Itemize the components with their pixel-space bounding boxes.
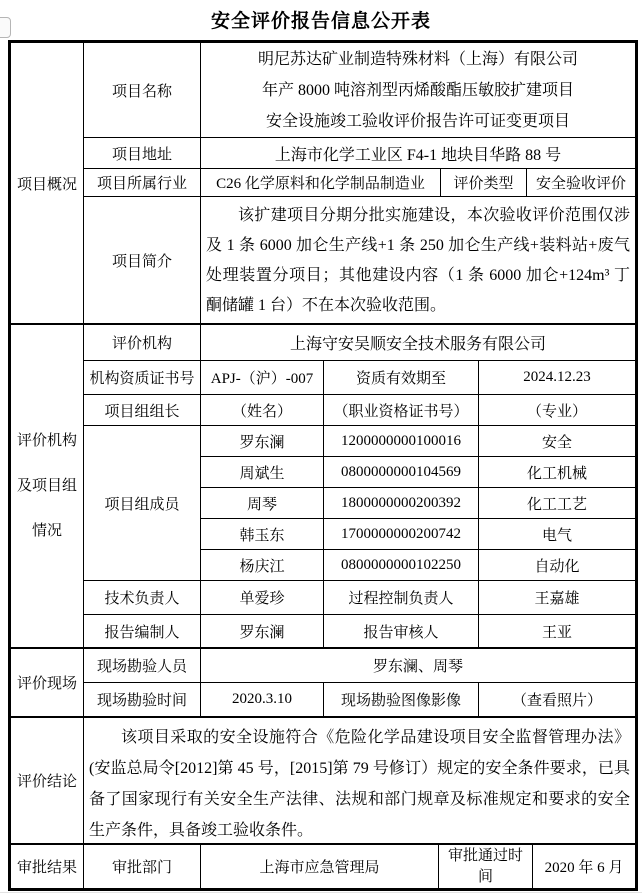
team-leader-cert: （职业资格证书号） (323, 395, 478, 425)
disclosure-table (8, 40, 638, 891)
team-leader-label: 项目组组长 (104, 403, 180, 420)
team-members-label: 项目组成员 (104, 496, 180, 513)
member-name: 周斌生 (239, 465, 285, 482)
approval-dept-label: 审批部门 (111, 860, 172, 876)
member-major: 安全 (478, 426, 635, 456)
process-lead-name: 王嘉雄 (478, 581, 635, 614)
row-team-leader (84, 394, 635, 425)
member-cert: 1200000000100016 (323, 426, 478, 456)
view-photos-link[interactable]: （查看照片） (478, 683, 635, 716)
row-conclusion (84, 718, 635, 843)
team-leader-name: （姓名） (200, 395, 323, 425)
project-brief-label: 项目简介 (111, 253, 172, 270)
survey-media-label: 现场勘验图像影像 (323, 683, 478, 716)
project-brief-text: 该扩建项目分期分批实施建设，本次验收评价范围仅涉及 1 条 6000 加仑生产线+1 条 250 加仑生产线+装料站+废气处理装置分项目；其他建设内容（1 条 6000 加仑+124m³ 丁酮储罐 1 台）不在本次验收范围。 (206, 207, 630, 314)
section-agency-team (11, 323, 635, 647)
member-major: 自动化 (478, 550, 635, 580)
survey-time-label: 现场勘验时间 (96, 693, 187, 709)
tech-lead-label: 技术负责人 (104, 591, 180, 607)
project-address-value: 上海市化学工业区 F4-1 地块目华路 88 号 (200, 138, 635, 168)
project-brief-cell (200, 197, 635, 323)
industry-label: 项目所属行业 (96, 176, 187, 192)
conclusion-cell (84, 718, 635, 843)
conclusion-text: 该项目采取的安全设施符合《危险化学品建设项目安全监督管理办法》(安监总局令[2012]第 45 号，[2015]第 79 号修订）规定的安全条件要求，已具备了国家现行有关安全生产法律、法规和部门规章及标准规定和要求的安全生产条件，具备竣工验收条件。 (89, 729, 630, 839)
page-title: 安全评价报告信息公开表 (210, 11, 431, 32)
row-tech-lead (84, 580, 635, 614)
member-name: 罗东澜 (239, 434, 285, 451)
row-agency-cert (84, 360, 635, 394)
section-label-agency-line: 评价机构 (16, 432, 77, 449)
row-project-address (84, 137, 635, 168)
section-label-overview: 项目概况 (16, 176, 77, 193)
team-members-grid (200, 426, 635, 580)
member-name: 周琴 (246, 496, 277, 513)
survey-staff-names: 罗东澜、周琴 (200, 649, 635, 682)
survey-time-value: 2020.3.10 (200, 683, 323, 716)
member-major: 化工工艺 (478, 488, 635, 518)
eval-type-label: 评价类型 (440, 169, 526, 196)
project-address-label: 项目地址 (111, 146, 172, 163)
section-label-agency-line: 情况 (31, 522, 62, 539)
cert-valid-label: 资质有效期至 (323, 361, 478, 394)
page-bottom-divider (0, 892, 642, 893)
section-conclusion (11, 716, 635, 843)
team-member-row (201, 518, 635, 549)
row-approval (84, 845, 635, 888)
report-writer-name: 罗东澜 (200, 615, 323, 647)
report-writer-label: 报告编制人 (104, 624, 180, 641)
section-label-conclusion: 评价结论 (16, 774, 77, 790)
row-industry (84, 168, 635, 196)
member-cert: 1800000000200392 (323, 488, 478, 518)
project-name-value (200, 43, 635, 137)
row-survey-staff (84, 649, 635, 682)
agency-cert-label: 机构资质证书号 (89, 371, 195, 387)
row-project-brief (84, 196, 635, 323)
project-name-line: 明尼苏达矿业制造特殊材料（上海）有限公司 (257, 50, 578, 68)
row-project-name (84, 43, 635, 137)
eval-type-value: 安全验收评价 (526, 169, 635, 196)
approval-dept-value: 上海市应急管理局 (200, 845, 438, 888)
agency-cert-no: APJ-（沪）-007 (200, 361, 323, 394)
project-name-line: 安全设施竣工验收评价报告许可证变更项目 (265, 112, 570, 130)
project-name-line: 年产 8000 吨溶剂型丙烯酸酯压敏胶扩建项目 (261, 81, 574, 99)
member-cert: 1700000000200742 (323, 519, 478, 549)
approval-time-label (438, 845, 532, 888)
row-survey-time (84, 682, 635, 716)
report-reviewer-name: 王亚 (478, 615, 635, 647)
tech-lead-name: 单爱珍 (200, 581, 323, 614)
agency-label: 评价机构 (111, 336, 172, 352)
scroll-artifact (0, 17, 11, 38)
cert-valid-date: 2024.12.23 (478, 361, 635, 394)
row-report-writer (84, 614, 635, 647)
team-member-row (201, 549, 635, 580)
team-leader-major: （专业） (478, 395, 635, 425)
team-member-row (201, 456, 635, 487)
row-agency (84, 325, 635, 360)
agency-name: 上海守安吴顺安全技术服务有限公司 (200, 325, 635, 360)
member-cert: 0800000000104569 (323, 457, 478, 487)
member-name: 杨庆江 (239, 558, 285, 575)
team-member-row (201, 426, 635, 456)
industry-value: C26 化学原料和化学制品制造业 (200, 169, 440, 196)
section-label-approval: 审批结果 (16, 860, 77, 876)
section-label-site: 评价现场 (16, 676, 77, 692)
section-project-overview (11, 43, 635, 323)
member-major: 电气 (478, 519, 635, 549)
report-reviewer-label: 报告审核人 (323, 615, 478, 647)
section-label-agency (11, 325, 83, 647)
approval-time-value: 2020 年 6 月 (532, 845, 635, 888)
process-lead-label: 过程控制负责人 (323, 581, 478, 614)
row-team-members (84, 425, 635, 580)
member-major: 化工机械 (478, 457, 635, 487)
survey-staff-label: 现场勘验人员 (96, 659, 187, 675)
member-cert: 0800000000102250 (323, 550, 478, 580)
member-name: 韩玉东 (239, 527, 285, 544)
section-site-survey (11, 647, 635, 716)
team-member-row (201, 487, 635, 518)
section-approval (11, 843, 635, 888)
project-name-label: 项目名称 (111, 83, 172, 100)
approval-time-label-text: 审批通过时间 (447, 847, 523, 885)
section-label-agency-line: 及项目组 (16, 477, 77, 494)
